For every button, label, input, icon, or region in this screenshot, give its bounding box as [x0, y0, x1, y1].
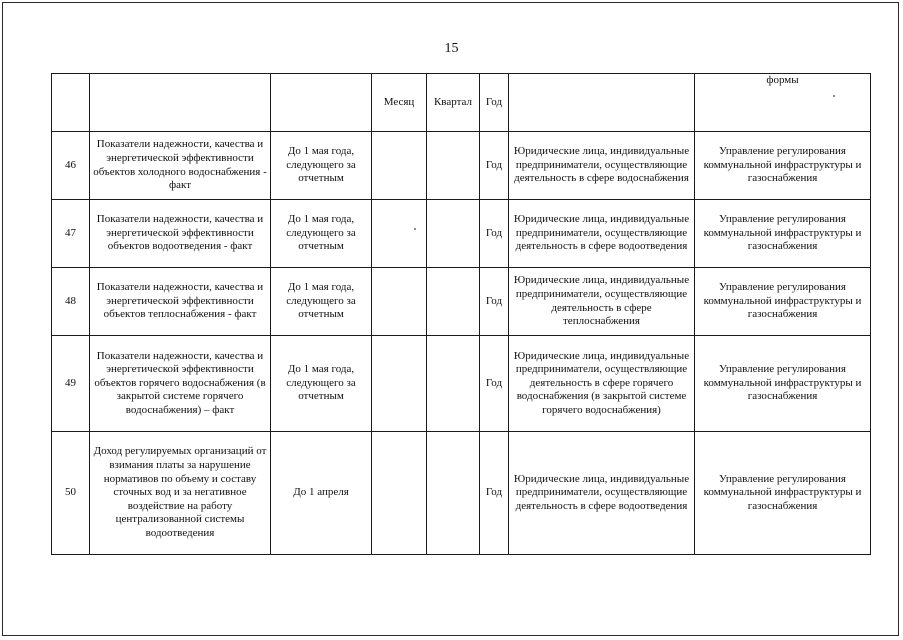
table-row: [52, 432, 871, 555]
row-number: 46: [52, 132, 90, 200]
reporting-subjects: Юридические лица, индивидуальные предприниматели, осуществляющие деятельность в сфере водоснабжения: [509, 132, 695, 200]
submission-deadline: До 1 мая года, следующего за отчетным: [271, 268, 372, 336]
quarter-cell: [427, 432, 480, 555]
responsible-department: Управление регулирования коммунальной инфраструктуры и газоснабжения: [695, 336, 871, 432]
row-number: 50: [52, 432, 90, 555]
page-number: 15: [444, 41, 459, 56]
indicator-name: Показатели надежности, качества и энергетической эффективности объектов холодного водоснабжения - факт: [90, 132, 271, 200]
indicator-name: Показатели надежности, качества и энергетической эффективности объектов горячего водоснабжения (в закрытой системе горячего водоснабжения) – факт: [90, 336, 271, 432]
header-cell-number: [52, 74, 90, 132]
year-cell: Год: [480, 268, 509, 336]
table-row: [52, 336, 871, 432]
table-row: [52, 268, 871, 336]
indicator-name: Показатели надежности, качества и энергетической эффективности объектов водоотведения - факт: [90, 200, 271, 268]
quarter-cell: [427, 336, 480, 432]
header-cell-year: Год: [480, 74, 509, 132]
responsible-department: Управление регулирования коммунальной инфраструктуры и газоснабжения: [695, 200, 871, 268]
year-cell: Год: [480, 432, 509, 555]
header-cell-indicator: [90, 74, 271, 132]
header-cell-deadline: [271, 74, 372, 132]
row-number: 48: [52, 268, 90, 336]
year-cell: Год: [480, 132, 509, 200]
quarter-cell: [427, 200, 480, 268]
responsible-department: Управление регулирования коммунальной инфраструктуры и газоснабжения: [695, 268, 871, 336]
submission-deadline: До 1 мая года, следующего за отчетным: [271, 132, 372, 200]
month-cell: [372, 336, 427, 432]
header-cell-quarter: Квартал: [427, 74, 480, 132]
responsible-department: Управление регулирования коммунальной инфраструктуры и газоснабжения: [695, 432, 871, 555]
year-cell: Год: [480, 336, 509, 432]
year-cell: Год: [480, 200, 509, 268]
quarter-cell: [427, 268, 480, 336]
month-cell: [372, 200, 427, 268]
reporting-subjects: Юридические лица, индивидуальные предприниматели, осуществляющие деятельность в сфере водоотведения: [509, 432, 695, 555]
header-cell-month: Месяц: [372, 74, 427, 132]
header-cell-subjects: [509, 74, 695, 132]
responsible-department: Управление регулирования коммунальной инфраструктуры и газоснабжения: [695, 132, 871, 200]
reporting-subjects: Юридические лица, индивидуальные предприниматели, осуществляющие деятельность в сфере теплоснабжения: [509, 268, 695, 336]
table-row: [52, 200, 871, 268]
table-header-row: [52, 74, 871, 132]
indicator-name: Доход регулируемых организаций от взимания платы за нарушение нормативов по объему и составу сточных вод и за негативное воздействие на работу централизованной системы водоотведения: [90, 432, 271, 555]
quarter-cell: [427, 132, 480, 200]
table-row: [52, 132, 871, 200]
indicator-name: Показатели надежности, качества и энергетической эффективности объектов теплоснабжения - факт: [90, 268, 271, 336]
month-cell: [372, 268, 427, 336]
row-number: 49: [52, 336, 90, 432]
reporting-subjects: Юридические лица, индивидуальные предприниматели, осуществляющие деятельность в сфере водоотведения: [509, 200, 695, 268]
reporting-table: [51, 73, 871, 555]
month-cell: [372, 432, 427, 555]
month-cell: [372, 132, 427, 200]
submission-deadline: До 1 мая года, следующего за отчетным: [271, 200, 372, 268]
submission-deadline: До 1 мая года, следующего за отчетным: [271, 336, 372, 432]
reporting-subjects: Юридические лица, индивидуальные предприниматели, осуществляющие деятельность в сфере горячего водоснабжения (в закрытой системе горячего водоснабжения): [509, 336, 695, 432]
submission-deadline: До 1 апреля: [271, 432, 372, 555]
row-number: 47: [52, 200, 90, 268]
header-cell-forms: формы: [695, 74, 871, 132]
